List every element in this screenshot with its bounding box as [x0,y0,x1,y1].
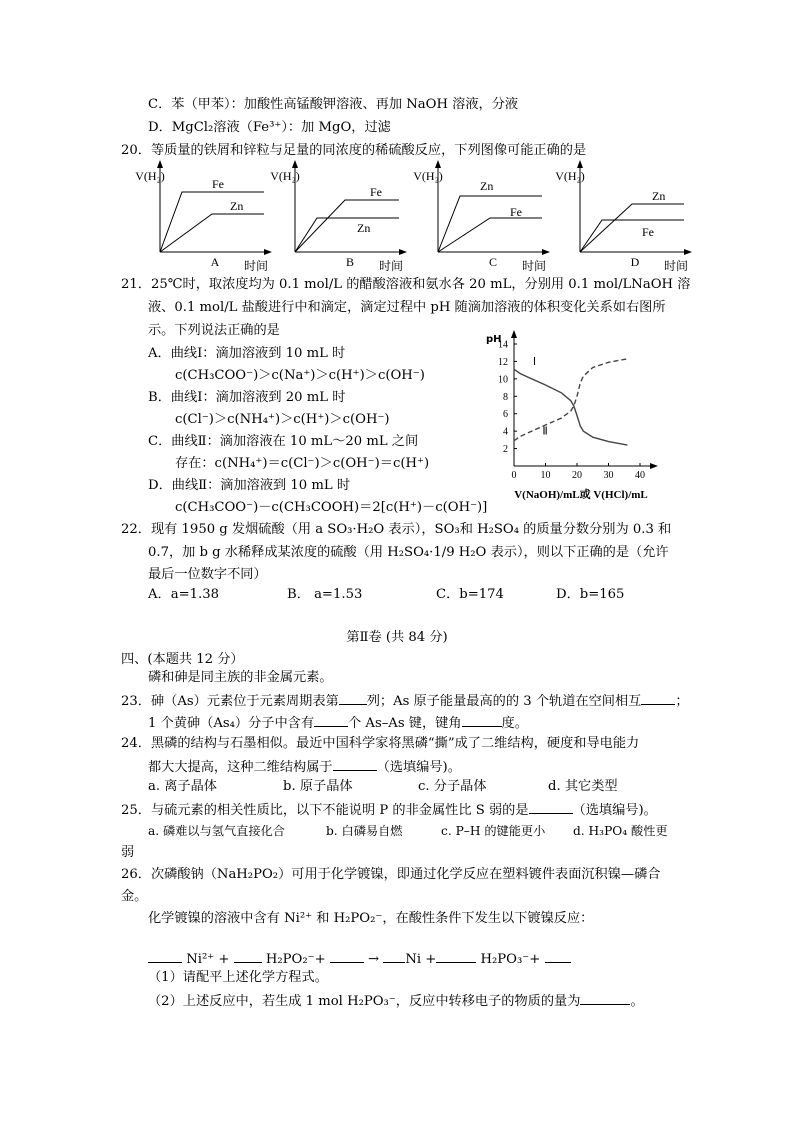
q21-option-a-expr: c(CH₃COO⁻)＞c(Na⁺)＞c(H⁺)＞c(OH⁻) [175,368,425,383]
part-2-heading: 第Ⅱ卷 (共 84 分) [346,630,448,645]
q25-option-a: a. 磷难以与氢气直接化合 [148,824,285,838]
coefficient-blank[interactable] [234,948,262,963]
y-axis-arrow [577,160,583,168]
question-21-line-3: 示。下列说法正确的是 [148,323,280,338]
q22-option-d: D．b=165 [556,587,625,602]
answer-blank[interactable] [314,712,348,727]
answer-blank[interactable] [529,799,573,814]
curve-top [438,196,542,252]
panel-letter: D [630,255,640,269]
question-22-line-2: 0.7，加 b g 水稀释成某浓度的硫酸（用 H₂SO₄·1/9 H₂O 表示），则以下正确的是（允许 [148,545,669,560]
curve-ii-label: Ⅱ [542,425,548,438]
curve-top [580,204,684,252]
section-4-intro: 磷和砷是同主族的非金属元素。 [148,670,333,685]
y-tick-label: 14 [498,339,508,351]
q20-graphs [110,160,710,275]
curve-top-label: Zn [652,189,666,203]
coefficient-blank[interactable] [383,948,405,963]
question-25-line-1: 25．与硫元素的相关性质比，以下不能说明 P 的非金属性比 S 弱的是 （选填编号)。 [121,799,657,821]
q21-option-b-expr: c(Cl⁻)＞c(NH₄⁺)＞c(H⁺)＞c(OH⁻) [175,412,390,427]
x-axis-label: 时间 [243,259,269,273]
curve-bottom-label: Fe [642,225,654,239]
coefficient-blank[interactable] [148,948,182,963]
curve-top [295,200,399,252]
x-axis-arrow [684,249,692,255]
q25-option-d-tail: 弱 [121,845,135,860]
y-tick-label: 6 [503,409,508,421]
y-tick-label: 4 [503,426,508,438]
curve-i [514,369,627,445]
graph-panel-b [270,160,407,273]
q21-option-d-expr: c(CH₃COO⁻)－c(CH₃COOH)＝2[c(H⁺)－c(OH⁻)] [175,500,488,515]
x-tick-label: 0 [511,470,517,481]
option-c-line: C．苯（甲苯）：加酸性高锰酸钾溶液、再加 NaOH 溶液，分液 [148,97,519,112]
q24-option-a: a. 离子晶体 [148,779,217,794]
x-axis-arrow [650,463,658,469]
q22-option-c: C．b=174 [436,587,504,602]
q24-option-d: d. 其它类型 [548,779,618,794]
question-21-line-2: 液、0.1 mol/L 盐酸进行中和滴定，滴定过程中 pH 随滴加溶液的体积变化关系如右图所 [148,300,666,315]
question-21-line-1: 21．25℃时，取浓度均为 0.1 mol/L 的醋酸溶液和氨水各 20 mL，分别用 0.1 mol/LNaOH 溶 [121,277,691,292]
panel-letter: C [488,255,498,269]
q21-option-d: D．曲线Ⅱ：滴加溶液到 10 mL 时 [148,478,351,493]
q21-option-c-expr: 存在：c(NH₄⁺)＝c(Cl⁻)＞c(OH⁻)＝c(H⁺) [175,456,430,471]
ph-titration-chart [480,328,680,503]
curve-top [160,192,264,252]
q25-option-c: c. P–H 的键能更小 [441,824,546,838]
x-axis-label: V(NaOH)/mL或 V(HCl)/mL [514,489,648,501]
question-24-line-2: 都大大提高，这种二维结构属于 （选填编号)。 [148,756,461,778]
y-tick-label: 12 [498,356,508,368]
q21-option-b: B．曲线Ⅰ：滴加溶液到 20 mL 时 [148,390,346,405]
y-axis-arrow [511,330,517,338]
question-24-line-1: 24．黑磷的结构与石墨相似。最近中国科学家将黑磷“撕”成了二维结构，硬度和导电能力 [121,736,640,751]
curve-bottom [438,218,542,252]
q25-option-b: b. 白磷易自燃 [326,824,403,838]
q22-option-b: B． a=1.53 [287,587,363,602]
reaction-equation: Ni²⁺ + H₂PO₂⁻+ → Ni + H₂PO₃⁻+ [148,948,571,970]
q25-option-d: d. H₃PO₄ 酸性更 [573,824,668,838]
option-d-line: D．MgCl₂溶液（Fe³⁺）：加 MgO，过滤 [148,120,391,135]
question-26-line-2: 金。 [121,889,148,904]
x-axis-label: 时间 [663,259,689,273]
curve-top-label: Fe [212,177,224,191]
coefficient-blank[interactable] [436,948,476,963]
y-axis-arrow [157,160,163,168]
question-26-line-1: 26．次磷酸钠（NaH₂PO₂）可用于化学镀镍，即通过化学反应在塑料镀件表面沉积镍—磷合 [121,867,661,882]
y-tick-label: 8 [503,391,508,403]
graph-panel-a [135,160,272,273]
question-26-line-3: 化学镀镍的溶液中含有 Ni²⁺ 和 H₂PO₂⁻，在酸性条件下发生以下镀镍反应： [148,911,594,926]
question-22-line-1: 22．现有 1950 g 发烟硫酸（用 a SO₃·H₂O 表示），SO₃和 H₂SO₄ 的质量分数分别为 0.3 和 [121,522,672,537]
curve-bottom-label: Zn [230,199,244,213]
y-axis-label: V(H₂) [555,169,585,183]
q22-option-a: A．a=1.38 [148,587,219,602]
curve-bottom [295,218,399,252]
panel-letter: B [345,255,355,269]
curve-top-label: Zn [480,179,494,193]
answer-blank[interactable] [641,690,675,705]
panel-letter: A [210,255,220,269]
section-4-heading: 四、(本题共 12 分） [121,652,244,667]
x-axis-arrow [399,249,407,255]
y-axis-label: V(H₂) [413,169,443,183]
x-tick-label: 20 [572,470,582,481]
y-tick-label: 10 [498,374,508,386]
y-tick-label: 2 [503,444,508,456]
curve-bottom [580,220,684,252]
question-20: 20．等质量的铁屑和锌粒与足量的同浓度的稀硫酸反应，下列图像可能正确的是 [121,143,587,158]
answer-blank[interactable] [339,690,367,705]
x-tick-label: 40 [635,470,645,481]
answer-blank[interactable] [462,712,502,727]
y-axis-arrow [292,160,298,168]
coefficient-blank[interactable] [330,948,364,963]
x-axis-arrow [264,249,272,255]
graph-panel-d [555,160,692,273]
y-axis-label: V(H₂) [135,169,165,183]
q21-option-c: C．曲线Ⅱ：滴加溶液在 10 mL～20 mL 之间 [148,434,419,449]
answer-blank[interactable] [580,990,630,1005]
curve-bottom-label: Fe [510,205,522,219]
q26-sub-1: （1）请配平上述化学方程式。 [148,970,328,985]
answer-blank[interactable] [333,756,377,771]
x-axis-label: 时间 [378,259,404,273]
x-axis-label: 时间 [521,259,547,273]
coefficient-blank[interactable] [545,948,571,963]
y-axis-arrow [435,160,441,168]
curve-bottom [160,214,264,252]
x-axis-arrow [542,249,550,255]
x-tick-label: 30 [603,470,614,481]
question-23-line-2: 1 个黄砷（As₄）分子中含有 个 As–As 键，键角 度。 [148,712,528,734]
q26-sub-2: （2）上述反应中，若生成 1 mol H₂PO₃⁻，反应中转移电子的物质的量为 。 [148,990,644,1012]
curve-top-label: Fe [370,185,382,199]
graph-panel-c [413,160,550,273]
q24-option-c: c. 分子晶体 [418,779,487,794]
x-tick-label: 10 [540,470,551,481]
y-axis-label: V(H₂) [270,169,300,183]
y-axis-label: pH [486,334,502,345]
question-22-line-3: 最后一位数字不同） [148,567,267,582]
question-23-line-1: 23．砷（As）元素位于元素周期表第 列；As 原子能量最高的的 3 个轨道在空间相互 ； [121,690,689,712]
curve-bottom-label: Zn [357,221,371,235]
q21-option-a: A．曲线Ⅰ：滴加溶液到 10 mL 时 [148,346,346,361]
q24-option-b: b. 原子晶体 [283,779,353,794]
curve-i-label: Ⅰ [532,355,537,368]
